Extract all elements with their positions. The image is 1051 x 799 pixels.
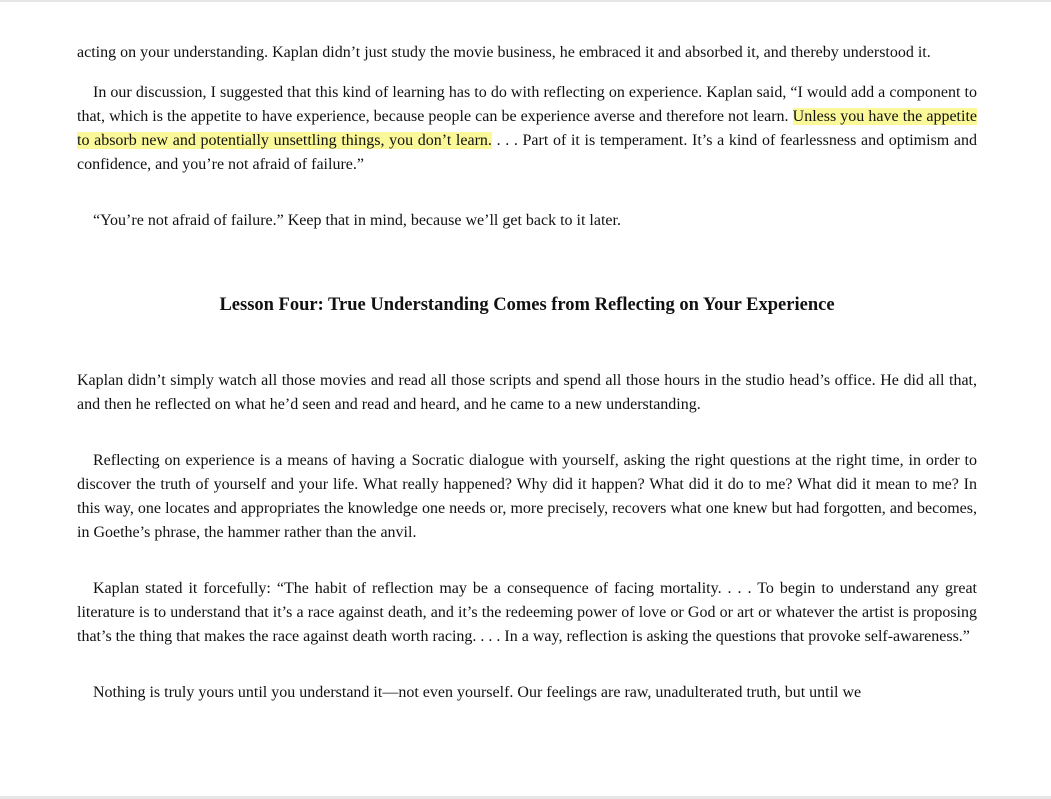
paragraph: acting on your understanding. Kaplan didn’t just study the movie business, he embraced it and absorbed it, and thereby understood it. [77,44,931,61]
paragraph-text: In our discussion, I suggested that this kind of learning has to do with reflecting on experience. Kaplan said, “I would add a component to that, which is the appetite to have experience, because people can be experience averse and therefore not learn. [77,84,977,125]
section-heading: Lesson Four: True Understanding Comes from Reflecting on Your Experience [219,295,835,315]
document-page[interactable] [77,41,977,705]
paragraph-text: . . . Part of it is temperament. It’s a kind of fearlessness and optimism and confidence, and you’re not afraid of failure.” [77,132,977,173]
paragraph: Nothing is truly yours until you understand it—not even yourself. Our feelings are raw, unadulterated truth, but until we [93,684,862,701]
paragraph: Reflecting on experience is a means of having a Socratic dialogue with yourself, asking the right questions at the right time, in order to discover the truth of yourself and your life. What really happened? Why did it happen? What did it do to me? What did it mean to me? In this way, one locates and appropriates the knowledge one needs or, more precisely, recovers what one knew but had forgotten, and becomes, in Goethe’s phrase, the hammer rather than the anvil. [77,452,977,541]
paragraph: “You’re not afraid of failure.” Keep that in mind, because we’ll get back to it later. [93,212,621,229]
paragraph: Kaplan didn’t simply watch all those movies and read all those scripts and spend all those hours in the studio head’s office. He did all that, and then he reflected on what he’d seen and read and heard, and he came to a new understanding. [77,372,977,413]
paragraph-with-highlight [77,81,977,177]
page-top-border [0,0,1051,2]
highlighted-text[interactable]: Unless you have the appetite to absorb new and potentially unsettling things, you don’t learn. [77,108,977,149]
paragraph: Kaplan stated it forcefully: “The habit of reflection may be a consequence of facing mortality. . . . To begin to understand any great literature is to understand that it’s a race against death, and it’s the redeeming power of love or God or art or whatever the artist is proposing that’s the thing that makes the race against death worth racing. . . . In a way, reflection is asking the questions that provoke self-awareness.” [77,580,977,645]
